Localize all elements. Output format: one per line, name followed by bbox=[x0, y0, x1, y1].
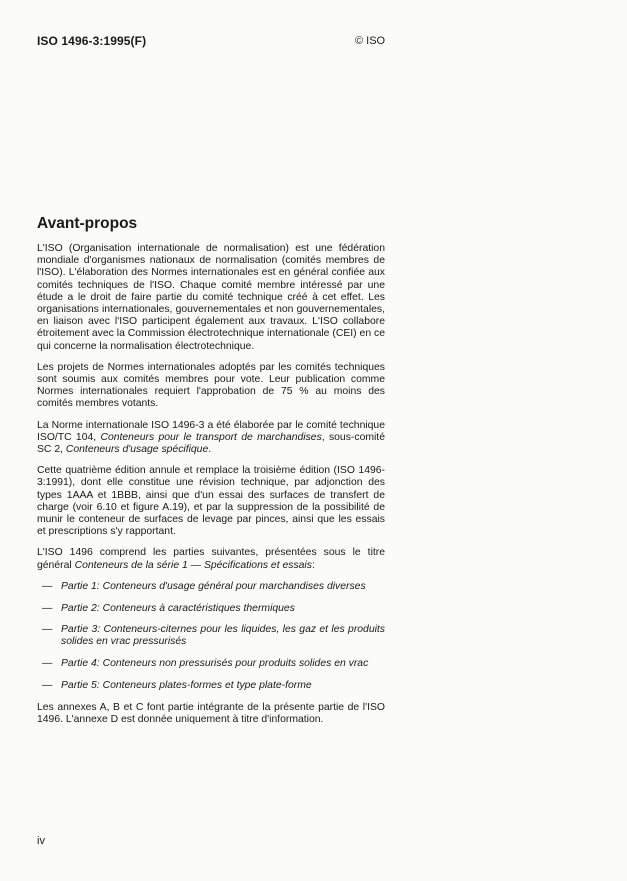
part-text: Partie 1: Conteneurs d'usage général pour marchandises diverses bbox=[61, 580, 366, 592]
parts-intro-start: L'ISO 1496 comprend les parties suivantes, présentées sous le titre général bbox=[37, 547, 385, 571]
copyright-notice: © ISO bbox=[355, 35, 386, 47]
paragraph-parts-intro bbox=[37, 547, 385, 571]
dash-bullet: — bbox=[42, 679, 53, 691]
part-text: Partie 5: Conteneurs plates-formes et type plate-forme bbox=[61, 679, 312, 691]
part-text: Partie 4: Conteneurs non pressurisés pour produits solides en vrac bbox=[61, 658, 369, 670]
list-item bbox=[37, 581, 385, 593]
committee-title: Conteneurs pour le transport de marchandises bbox=[100, 431, 322, 443]
paragraph-annexes: Les annexes A, B et C font partie intégrante de la présente partie de l'ISO 1496. L'annexe D est donnée uniquement à titre d'information. bbox=[37, 701, 385, 725]
dash-bullet: — bbox=[42, 658, 53, 670]
part-text: Partie 3: Conteneurs-citernes pour les liquides, les gaz et les produits solides en vrac pressurisés bbox=[61, 624, 385, 648]
part-text: Partie 2: Conteneurs à caractéristiques thermiques bbox=[61, 602, 295, 614]
parts-intro-end: : bbox=[311, 559, 315, 571]
section-title: Avant-propos bbox=[37, 215, 138, 232]
dash-bullet: — bbox=[42, 624, 53, 636]
subcommittee-title: Conteneurs d'usage spécifique bbox=[65, 444, 209, 456]
paragraph-voting: Les projets de Normes internationales adoptés par les comités techniques sont soumis aux comités membres pour vote. Leur publication comme Normes internationales requiert l'approbation de 75 % au moins des comités membres votants. bbox=[37, 361, 385, 410]
standard-reference: ISO 1496-3:1995(F) bbox=[37, 34, 147, 48]
paragraph-committee bbox=[37, 420, 385, 457]
list-item bbox=[37, 658, 385, 670]
dash-bullet: — bbox=[42, 602, 53, 614]
committee-text-end: . bbox=[208, 444, 212, 456]
list-item bbox=[37, 624, 385, 648]
foreword-body bbox=[37, 243, 385, 735]
parts-list bbox=[37, 581, 385, 692]
list-item bbox=[37, 603, 385, 615]
committee-text-mid: , sous-comité SC 2, bbox=[37, 431, 385, 456]
list-item bbox=[37, 680, 385, 692]
page-number: iv bbox=[37, 835, 45, 847]
paragraph-edition: Cette quatrième édition annule et remplace la troisième édition (ISO 1496-3:1991), dont elle constitue une révision technique, par adjonction des types 1AAA et 1BBB, ainsi que d'un essai des surfaces de transfert de charge (voir 6.10 et figure A.19), et par la suppression de la possibilité de munir le conteneur de surfaces de levage par pinces, ainsi que les essais et prescriptions s'y rapportant. bbox=[37, 465, 385, 538]
series-title: Conteneurs de la série 1 — Spécifications et essais bbox=[74, 559, 312, 571]
committee-text-start: La Norme internationale ISO 1496-3 a été élaborée par le comité technique ISO/TC 104, bbox=[37, 419, 385, 443]
dash-bullet: — bbox=[42, 580, 53, 592]
paragraph-iso-intro: L'ISO (Organisation internationale de normalisation) est une fédération mondiale d'organismes nationaux de normalisation (comités membres de l'ISO). L'élaboration des Normes internationales est en général confiée aux comités techniques de l'ISO. Chaque comité membre intéressé par une étude a le droit de faire partie du comité technique créé à cet effet. Les organisations internationales, gouvernementales et non gouvernementales, en liaison avec l'ISO participent également aux travaux. L'ISO collabore étroitement avec la Commission électrotechnique internationale (CEI) en ce qui concerne la normalisation électrotechnique. bbox=[37, 243, 385, 352]
